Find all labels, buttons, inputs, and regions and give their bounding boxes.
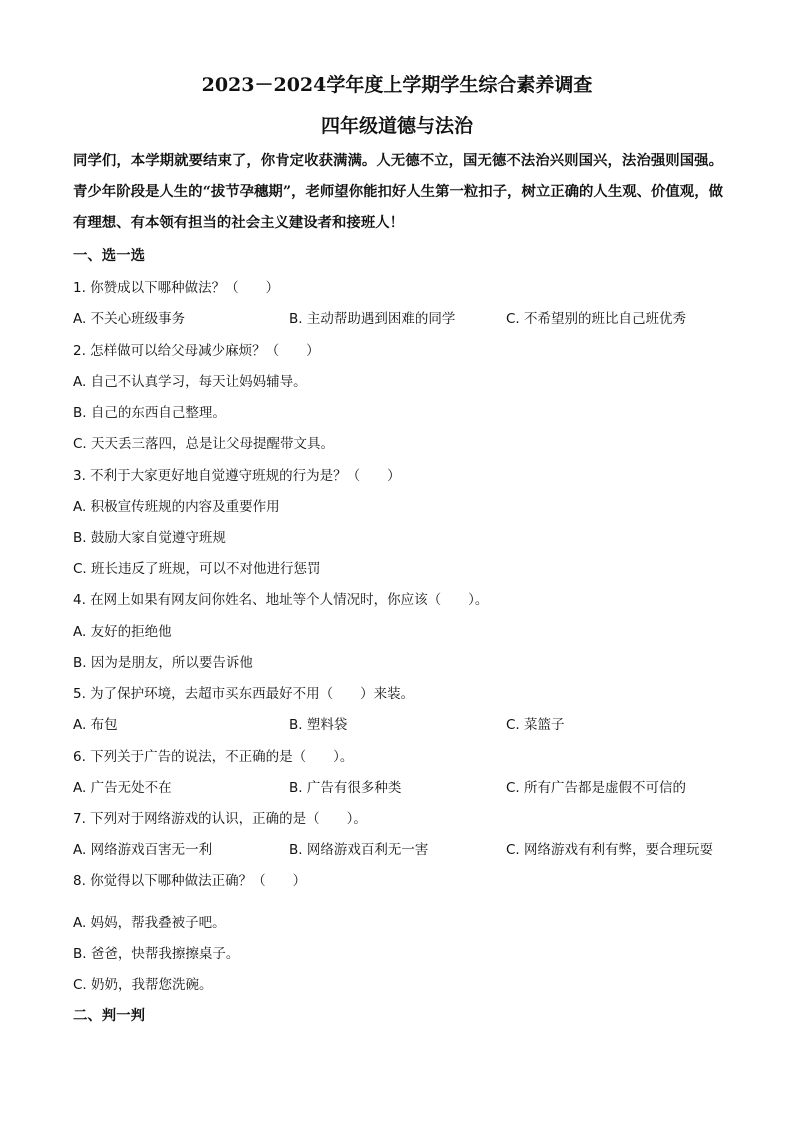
q1-stem: 1. 你赞成以下哪种做法？（ ） [73,280,280,296]
q5-option-b: B. 塑料袋 [289,717,348,733]
section-judge-heading: 二、判一判 [73,1007,145,1024]
q4-stem: 4. 在网上如果有网友问你姓名、地址等个人情况时，你应该（ ）。 [73,592,489,608]
q1-option-b: B. 主动帮助遇到困难的同学 [289,311,456,327]
intro-paragraph: 同学们，本学期就要结束了，你肯定收获满满。人无德不立，国无德不法治兴则国兴，法治强则国强。青少年阶段是人生的“拔节孕穗期”，老师望你能扣好人生第一粒扣子，树立正确的人生观、价值观，做有理想、有本领有担当的社会主义建设者和接班人！ [73,152,723,231]
q7-stem: 7. 下列对于网络游戏的认识，正确的是（ ）。 [73,811,367,827]
q6-option-b: B. 广告有很多种类 [289,780,402,796]
q3-option-b: B. 鼓励大家自觉遵守班规 [73,530,226,546]
q3-stem: 3. 不利于大家更好地自觉遵守班规的行为是？（ ） [73,468,401,484]
q6-option-a: A. 广告无处不在 [73,780,172,796]
q4-option-a: A. 友好的拒绝他 [73,624,172,640]
q6-option-c: C. 所有广告都是虚假不可信的 [506,780,687,796]
q5-option-c: C. 菜篮子 [506,717,565,733]
q6-stem: 6. 下列关于广告的说法，不正确的是（ ）。 [73,749,354,765]
q4-option-b: B. 因为是朋友，所以要告诉他 [73,655,253,671]
q2-option-c: C. 天天丢三落四，总是让父母提醒带文具。 [73,436,335,452]
q8-stem: 8. 你觉得以下哪种做法正确？（ ） [73,873,307,889]
q1-option-c: C. 不希望别的班比自己班优秀 [506,311,687,327]
q2-option-a: A. 自己不认真学习，每天让妈妈辅导。 [73,374,307,390]
q8-option-a: A. 妈妈，帮我叠被子吧。 [73,915,226,931]
q5-option-a: A. 布包 [73,717,118,733]
q5-stem: 5. 为了保护环境，去超市买东西最好不用（ ）来装。 [73,686,415,702]
section-choice-heading: 一、选一选 [73,247,145,264]
q2-option-b: B. 自己的东西自己整理。 [73,405,226,421]
q1-option-a: A. 不关心班级事务 [73,311,186,327]
q2-stem: 2. 怎样做可以给父母减少麻烦？（ ） [73,343,320,359]
exam-subtitle: 四年级道德与法治 [320,115,473,137]
q7-option-a: A. 网络游戏百害无一利 [73,842,213,858]
q7-option-b: B. 网络游戏百利无一害 [289,842,429,858]
q3-option-a: A. 积极宣传班规的内容及重要作用 [73,499,280,515]
q7-option-c: C. 网络游戏有利有弊，要合理玩耍 [506,842,714,858]
exam-title: 2023－2024学年度上学期学生综合素养调查 [201,74,593,96]
q3-option-c: C. 班长违反了班规，可以不对他进行惩罚 [73,561,321,577]
q8-option-c: C. 奶奶，我帮您洗碗。 [73,977,213,993]
q8-option-b: B. 爸爸，快帮我擦擦桌子。 [73,946,240,962]
